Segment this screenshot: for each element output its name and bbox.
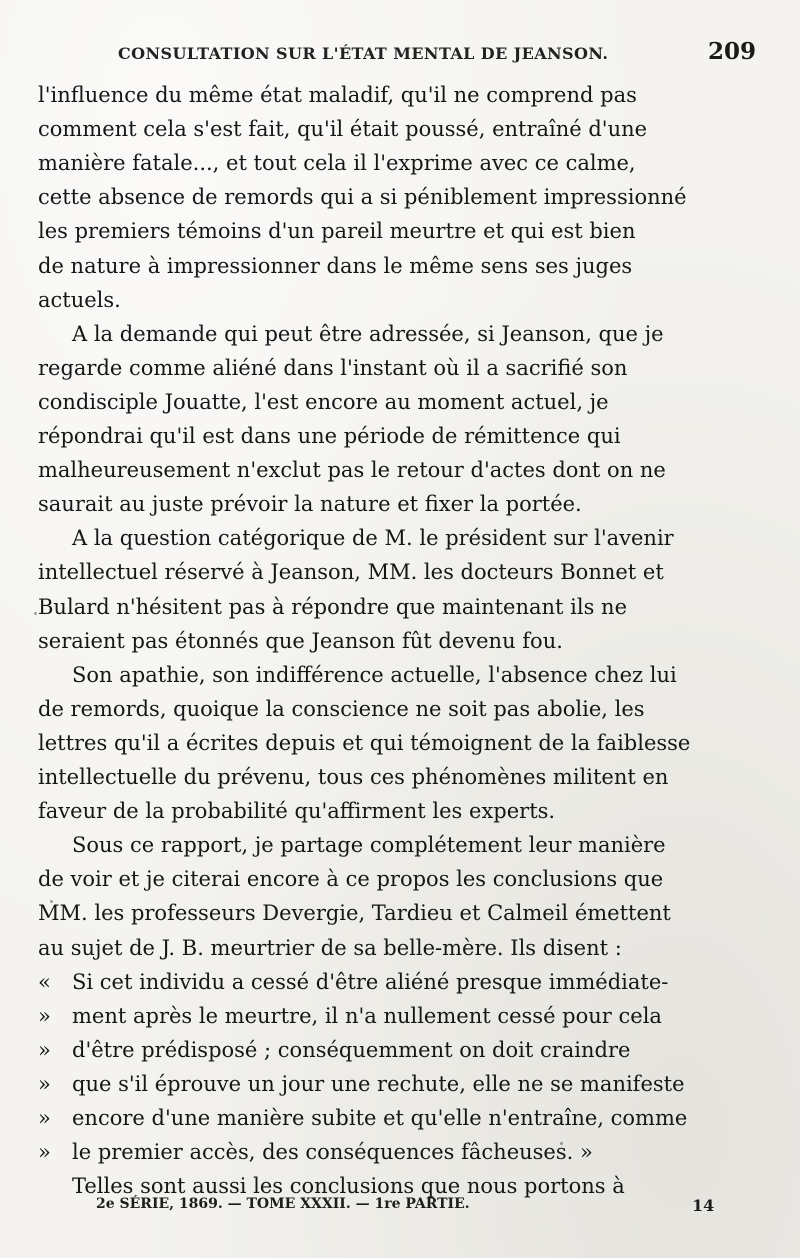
- text-line: seraient pas étonnés que Jeanson fût devenu fou.: [38, 628, 563, 653]
- text-line: de voir et je citerai encore à ce propos les conclusions que: [38, 867, 664, 892]
- text-line: condisciple Jouatte, l'est encore au moment actuel, je: [38, 389, 609, 414]
- running-head: [118, 34, 778, 74]
- paragraph-start-line: A la question catégorique de M. le président sur l'avenir: [72, 526, 674, 551]
- text-line: regarde comme aliéné dans l'instant où il a sacrifié son: [38, 355, 628, 380]
- footer-text: 2e SÉRIE, 1869. — TOME XXXII. — 1re PARTIE.: [96, 1196, 470, 1212]
- scan-speck: [34, 612, 37, 615]
- quote-text: ment après le meurtre, il n'a nullement cessé pour cela: [72, 1003, 662, 1028]
- paragraph-start-line: Telles sont aussi les conclusions que nous portons à: [72, 1174, 625, 1199]
- text-line: les premiers témoins d'un pareil meurtre et qui est bien: [38, 219, 636, 244]
- text-line: manière fatale..., et tout cela il l'exprime avec ce calme,: [38, 151, 636, 176]
- scan-speck: [50, 900, 53, 903]
- quote-text: Si cet individu a cessé d'être aliéné presque immédiate-: [72, 969, 669, 994]
- text-line: MM. les professeurs Devergie, Tardieu et Calmeil émettent: [38, 901, 671, 926]
- text-line: l'influence du même état maladif, qu'il ne comprend pas: [38, 83, 637, 107]
- page-number: 209: [708, 38, 757, 65]
- text-line: faveur de la probabilité qu'affirment les experts.: [38, 799, 556, 824]
- quote-mark: »: [38, 1037, 51, 1062]
- quote-text: d'être prédisposé ; conséquemment on doit craindre: [72, 1037, 631, 1062]
- quote-text: le premier accès, des conséquences fâcheuses. »: [72, 1140, 593, 1165]
- text-line: au sujet de J. B. meurtrier de sa belle-mère. Ils disent :: [38, 935, 622, 960]
- text-line: Bulard n'hésitent pas à répondre que maintenant ils ne: [38, 594, 628, 619]
- text-line: lettres qu'il a écrites depuis et qui témoignent de la faiblesse: [38, 730, 691, 755]
- quote-mark: »: [38, 1071, 51, 1096]
- signature-mark: 14: [692, 1196, 715, 1215]
- text-line: actuels.: [38, 287, 121, 312]
- text-line: comment cela s'est fait, qu'il était poussé, entraîné d'une: [38, 117, 648, 142]
- text-line: intellectuelle du prévenu, tous ces phénomènes militent en: [38, 765, 669, 789]
- body-text: [38, 78, 760, 1199]
- paragraph-start-line: A la demande qui peut être adressée, si Jeanson, que je: [72, 321, 664, 346]
- text-line: de nature à impressionner dans le même sens ses juges: [38, 253, 633, 278]
- quote-mark: »: [38, 1106, 51, 1130]
- running-title: CONSULTATION SUR L'ÉTAT MENTAL DE JEANSON.: [118, 44, 609, 63]
- quote-mark: »: [38, 1140, 51, 1165]
- paragraph-start-line: Son apathie, son indifférence actuelle, l'absence chez lui: [72, 662, 677, 687]
- text-line: saurait au juste prévoir la nature et fixer la portée.: [38, 492, 582, 517]
- text-line: cette absence de remords qui a si péniblement impressionné: [38, 185, 687, 210]
- quote-mark: »: [38, 1003, 51, 1028]
- text-line: de remords, quoique la conscience ne soit pas abolie, les: [38, 696, 645, 721]
- quote-mark: «: [38, 969, 51, 994]
- page-footer: [96, 1196, 715, 1220]
- scan-speck: [560, 1142, 563, 1145]
- text-line: répondrai qu'il est dans une période de rémittence qui: [38, 424, 621, 448]
- quote-text: encore d'une manière subite et qu'elle n'entraîne, comme: [72, 1106, 688, 1130]
- text-line: malheureusement n'exclut pas le retour d'actes dont on ne: [38, 458, 666, 483]
- paragraph-start-line: Sous ce rapport, je partage complétement leur manière: [72, 833, 666, 858]
- text-line: intellectuel réservé à Jeanson, MM. les docteurs Bonnet et: [38, 560, 664, 585]
- quote-text: que s'il éprouve un jour une rechute, elle ne se manifeste: [72, 1071, 685, 1096]
